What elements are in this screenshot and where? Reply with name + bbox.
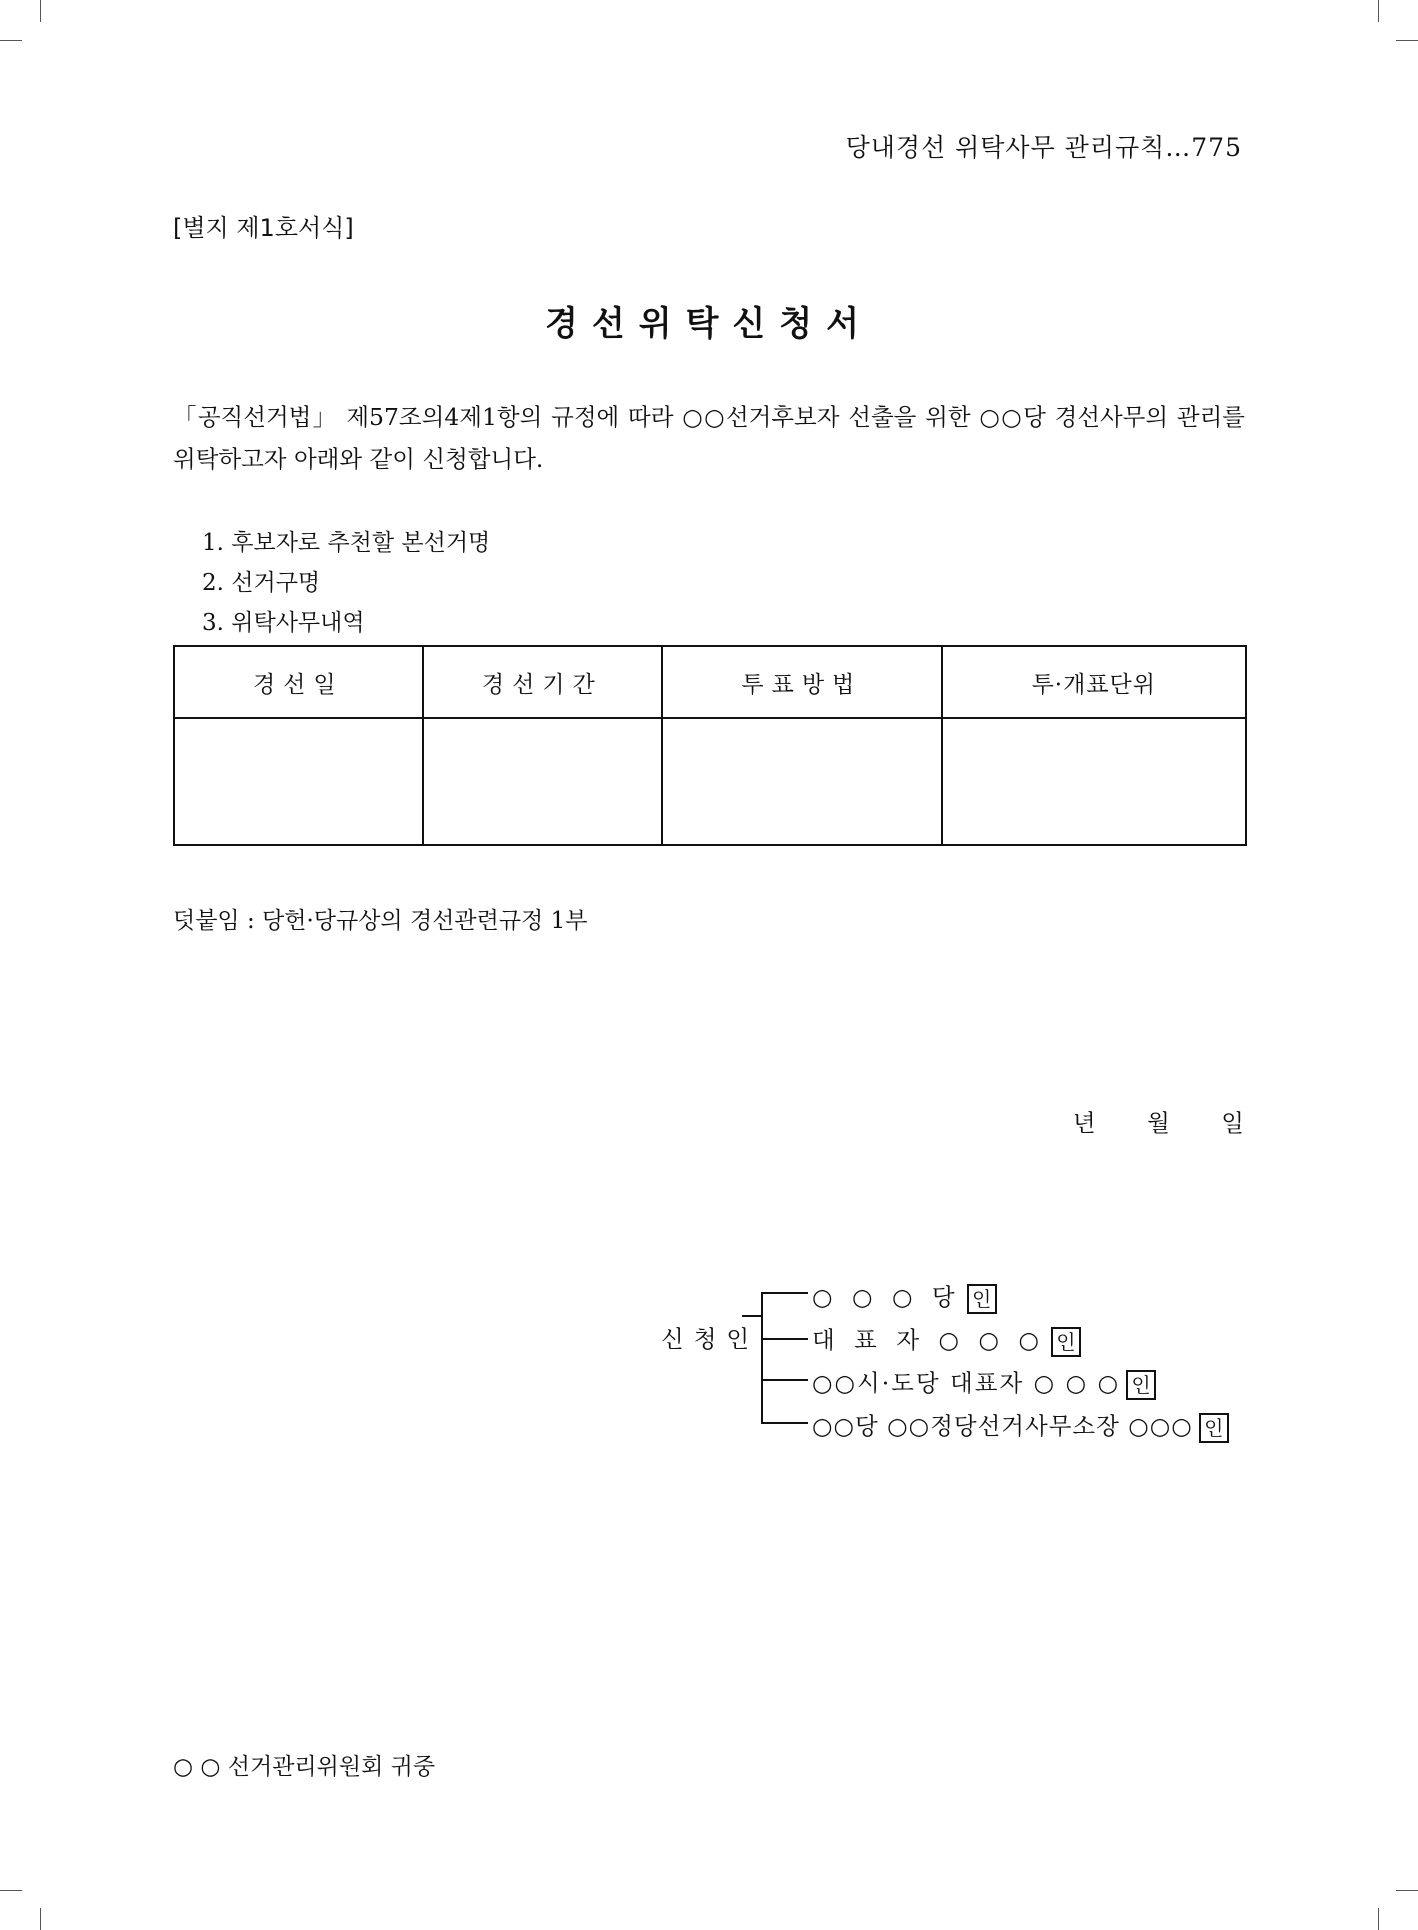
seal-mark: 인 (967, 1284, 997, 1314)
addressee: ○ ○ 선거관리위원회 귀중 (173, 1754, 436, 1780)
table-row (174, 718, 1246, 845)
bracket-line (742, 1315, 763, 1317)
crop-mark (1396, 1890, 1418, 1891)
bracket-line (761, 1316, 763, 1424)
list-item: 1. 후보자로 추천할 본선거명 (202, 530, 491, 556)
table-cell (942, 718, 1246, 845)
date-line (1029, 1104, 1244, 1138)
form-number: [별지 제1호서식] (173, 214, 354, 242)
applicant-label: 신청인 (661, 1325, 760, 1353)
bracket-line (761, 1338, 808, 1340)
table-header-row (174, 646, 1246, 718)
bracket-line (761, 1422, 808, 1424)
crop-mark (0, 1890, 22, 1891)
crop-mark (40, 0, 41, 22)
bracket-line (761, 1379, 808, 1381)
date-day: 일 (1221, 1109, 1244, 1137)
table-header-cell: 경선기간 (423, 646, 663, 718)
crop-mark (40, 1908, 41, 1930)
applicant-office-head-name: ○○당 ○○정당선거사무소장 ○○○ (812, 1412, 1193, 1440)
applicant-representative (812, 1321, 1081, 1357)
table-header-cell: 투·개표단위 (942, 646, 1246, 718)
applicant-representative-name: 대 표 자 ○ ○ ○ (812, 1326, 1045, 1354)
running-header: 당내경선 위탁사무 관리규칙…775 (845, 133, 1242, 162)
applicant-party-name: ○ ○ ○ 당 (812, 1283, 961, 1311)
body-paragraph: 「공직선거법」 제57조의4제1항의 규정에 따라 ○○선거후보자 선출을 위한 ○○당 경선사무의 관리를 위탁하고자 아래와 같이 신청합니다. (173, 403, 1245, 473)
list-item: 3. 위탁사무내역 (202, 610, 365, 636)
applicant-provincial-representative-name: ○○시·도당 대표자 ○ ○ ○ (812, 1369, 1121, 1397)
applicant-party (812, 1278, 997, 1314)
bracket-line (761, 1292, 808, 1294)
list-item: 2. 선거구명 (202, 570, 321, 596)
applicant-provincial-representative (812, 1364, 1156, 1400)
schedule-table (173, 645, 1247, 846)
attachment-note: 덧붙임 : 당헌·당규상의 경선관련규정 1부 (173, 908, 588, 934)
table-cell (423, 718, 663, 845)
applicant-office-head (812, 1407, 1229, 1443)
date-month: 월 (1147, 1109, 1170, 1137)
table-cell (174, 718, 423, 845)
document-title: 경선위탁신청서 (545, 304, 873, 344)
crop-mark (1378, 0, 1379, 22)
table-header-cell: 투표방법 (662, 646, 941, 718)
seal-mark: 인 (1126, 1370, 1156, 1400)
table-cell (662, 718, 941, 845)
crop-mark (0, 40, 22, 41)
crop-mark (1396, 40, 1418, 41)
table-header-cell: 경선일 (174, 646, 423, 718)
crop-mark (1378, 1908, 1379, 1930)
seal-mark: 인 (1199, 1413, 1229, 1443)
date-year: 년 (1072, 1109, 1096, 1137)
seal-mark: 인 (1051, 1327, 1081, 1357)
